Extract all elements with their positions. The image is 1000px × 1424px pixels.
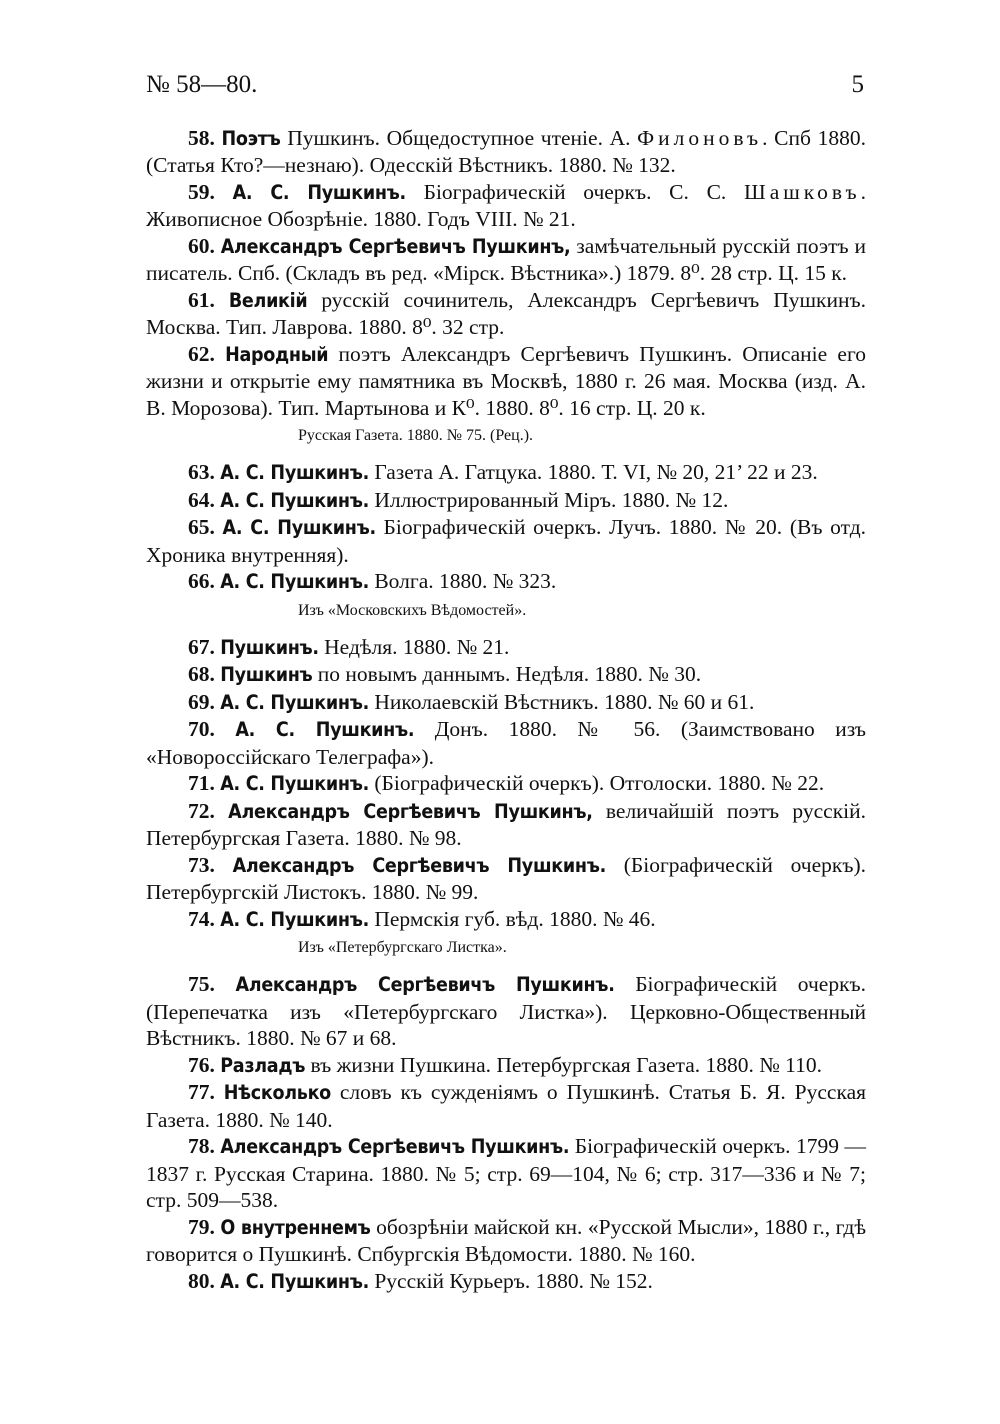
entry-number: 68. (188, 662, 215, 686)
bibliography-entry (146, 487, 866, 515)
running-head (146, 72, 866, 99)
bibliography-entry (146, 716, 866, 770)
bibliography-entry (146, 852, 866, 906)
bibliography-entry (146, 514, 866, 568)
source-note: Изъ «Петербургскаго Листка». (298, 939, 507, 956)
entry-range: № 58—80. (146, 71, 258, 98)
entry-title: А. С. Пушкинъ. (220, 907, 369, 931)
bibliography-entry (146, 1052, 866, 1080)
entry-number: 58. (188, 125, 215, 150)
bibliography-entry (146, 1079, 866, 1133)
bibliography-entry (146, 287, 866, 341)
entry-text-tail: . Живописное Обозрѣніе. 1880. Годъ VIII. № 21. (146, 179, 866, 231)
entry-number: 76. (188, 1052, 215, 1077)
entry-number: 62. (188, 341, 215, 366)
entry-text: Николаевскій Вѣстникъ. 1880. № 60 и 61. (368, 689, 755, 714)
bibliography-entry (146, 689, 866, 717)
entry-title: А. С. Пушкинъ. (220, 461, 369, 484)
entry-title: А. С. Пушкинъ. (220, 772, 369, 795)
entry-number: 73. (188, 852, 215, 877)
entry-title: А. С. Пушкинъ. (220, 570, 369, 593)
entry-author: Шашковъ (744, 179, 861, 204)
entry-number: 74. (188, 906, 215, 931)
entry-number: 77. (188, 1080, 215, 1104)
entry-title: О внутреннемъ (220, 1215, 371, 1239)
entry-number: 64. (188, 487, 215, 512)
entry-number: 72. (188, 798, 215, 823)
entry-text: русскій сочинитель, Александръ Сергѣевичъ Пушкинъ. Москва. Тип. Лаврова. 1880. 8⁰. 32 стр. (146, 287, 867, 339)
entry-number: 69. (188, 689, 215, 714)
entry-text: Біографическій очеркъ. 1799 — 1837 г. Русская Старина. 1880. № 5; стр. 69—104, № 6; стр. 317—336 и № 7; стр. 509—538. (146, 1134, 866, 1212)
bibliography-entry (146, 906, 866, 934)
entry-text: словъ къ сужденіямъ о Пушкинѣ. Статья Б. Я. Русская Газета. 1880. № 140. (146, 1080, 867, 1132)
entry-text: величайшій поэтъ русскій. Петербургская Газета. 1880. № 98. (146, 798, 867, 850)
entry-number: 71. (188, 771, 215, 795)
bibliography-entry (146, 770, 866, 798)
entry-number: 67. (188, 634, 215, 659)
entry-title: А. С. Пушкинъ. (220, 488, 369, 512)
entry-text: Біографическій очеркъ. С. С. (405, 179, 744, 204)
entry-title: Пушкинъ (220, 663, 313, 686)
entry-title: Народный (225, 342, 329, 366)
entry-text: Донъ. 1880. № 56. (Заимствовано изъ «Новороссійскаго Телеграфа»). (146, 717, 867, 769)
bibliography-entry (146, 341, 866, 422)
entry-title: Александръ Сергѣевичъ Пушкинъ. (235, 973, 615, 996)
entry-title: Александръ Сергѣевичъ Пушкинъ. (220, 1135, 570, 1158)
entry-title: А. С. Пушкинъ. (235, 718, 415, 741)
entry-text: Иллюстрированный Міръ. 1880. № 12. (368, 487, 729, 512)
entry-number: 61. (188, 287, 215, 312)
entry-number: 78. (188, 1134, 215, 1158)
page-number: 5 (851, 71, 864, 98)
bibliography-entry (146, 125, 866, 179)
bibliography-entry (146, 1133, 866, 1214)
bibliography-entry (146, 661, 866, 689)
bibliography-entry (146, 459, 866, 487)
source-note: Изъ «Московскихъ Вѣдомостей». (298, 601, 527, 619)
entry-title: Александръ Сергѣевичъ Пушкинъ, (220, 234, 571, 258)
bibliography-entry (146, 568, 866, 596)
entry-number: 79. (188, 1214, 215, 1239)
entry-number: 60. (188, 233, 215, 258)
entry-title: А. С. Пушкинъ. (220, 690, 369, 714)
entry-text: Біографическій очеркъ. (Перепечатка изъ «Петербургскаго Листка»). Церковно-Общественный Вѣстникъ. 1880. № 67 и 68. (146, 972, 867, 1050)
bibliography-entry (146, 1214, 866, 1268)
entry-text: по новымъ даннымъ. Недѣля. 1880. № 30. (312, 662, 702, 686)
entry-text: (Біографическій очеркъ). Отголоски. 1880. № 22. (368, 771, 825, 795)
bibliography-entry (146, 798, 866, 852)
entry-title: Поэтъ (221, 126, 281, 150)
entry-text: въ жизни Пушкина. Петербургская Газета. 1880. № 110. (305, 1052, 822, 1077)
entry-text: Волга. 1880. № 323. (368, 569, 557, 593)
entry-number: 63. (188, 460, 215, 484)
entry-text: Біографическій очеркъ. Лучъ. 1880. № 20. (Въ отд. Хроника внутренняя). (146, 515, 867, 567)
entry-title: Александръ Сергѣевичъ Пушкинъ. (232, 853, 606, 877)
entry-author: Филоновъ (637, 125, 763, 150)
entry-text: Недѣля. 1880. № 21. (318, 634, 510, 659)
entry-title: Великій (228, 288, 308, 312)
bibliography-entry (146, 634, 866, 662)
entry-number: 80. (188, 1268, 215, 1293)
bibliography-entry (146, 179, 866, 233)
entry-text: Пушкинъ. Общедоступное чтеніе. А. (280, 125, 638, 150)
bibliography-entry (146, 971, 866, 1052)
entry-title: Александръ Сергѣевичъ Пушкинъ, (228, 799, 593, 823)
entry-title: Разладъ (220, 1053, 306, 1077)
entry-text: Пермскія губ. вѣд. 1880. № 46. (368, 906, 656, 931)
entry-text-tail: . Спб 1880. (Статья Кто?—незнаю). Одесскій Вѣстникъ. 1880. № 132. (146, 125, 866, 177)
entry-title: А. С. Пушкинъ. (232, 180, 406, 204)
entry-title: Пушкинъ. (220, 635, 319, 659)
entry-number: 59. (188, 179, 215, 204)
entry-text: поэтъ Александръ Сергѣевичъ Пушкинъ. Описаніе его жизни и открытіе ему памятника въ Москвѣ, 1880 г. 26 мая. Москва (изд. А. В. Морозова). Тип. Мартынова и К⁰. 1880. 8⁰. 16 стр. Ц. 20 к. (146, 341, 866, 420)
entry-number: 70. (188, 717, 215, 741)
entry-title: А. С. Пушкинъ. (220, 1269, 369, 1293)
bibliography-entry (146, 1268, 866, 1296)
entry-number: 65. (188, 515, 215, 539)
entry-text: (Біографическій очеркъ). Петербургскій Листокъ. 1880. № 99. (146, 852, 866, 904)
bibliography-entry (146, 233, 866, 287)
entry-text: Газета А. Гатцука. 1880. Т. VI, № 20, 21’ 22 и 23. (368, 460, 818, 484)
entry-number: 66. (188, 569, 215, 593)
entry-text: обозрѣніи майской кн. «Русской Мысли», 1880 г., гдѣ говорится о Пушкинѣ. Спбургскія Вѣдомости. 1880. № 160. (146, 1214, 867, 1266)
entry-text: замѣчательный русскій поэтъ и писатель. Спб. (Складъ въ ред. «Мірск. Вѣстника».) 1879. 8⁰. 28 стр. Ц. 15 к. (146, 233, 866, 285)
entry-title: Нѣсколько (223, 1081, 331, 1104)
entry-number: 75. (188, 972, 215, 996)
entry-title: А. С. Пушкинъ. (222, 516, 376, 539)
entry-text: Русскій Курьеръ. 1880. № 152. (368, 1268, 653, 1293)
document-page (146, 72, 866, 1295)
bibliography-list (146, 125, 866, 1296)
source-note: Русская Газета. 1880. № 75. (Рец.). (298, 427, 534, 444)
